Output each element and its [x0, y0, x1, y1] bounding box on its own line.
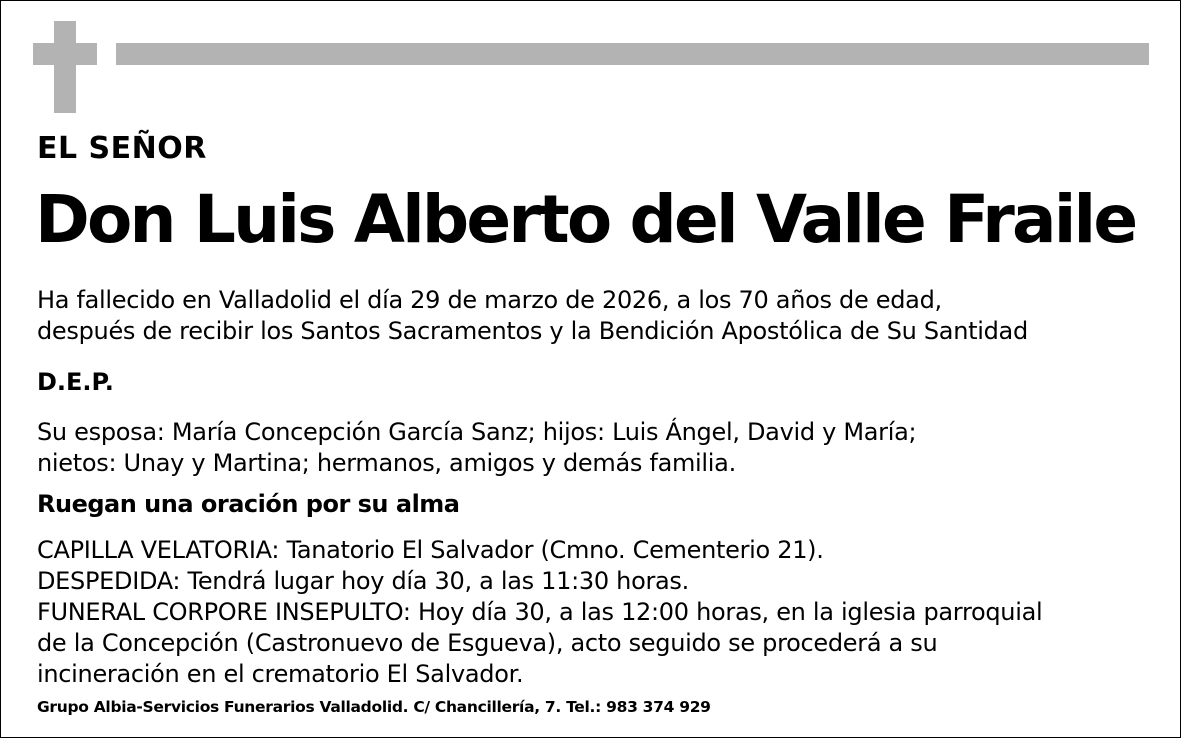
- service-line: incineración en el crematorio El Salvador.: [37, 660, 524, 688]
- header-rule: [116, 43, 1149, 65]
- death-notice-line: Ha fallecido en Valladolid el día 29 de marzo de 2026, a los 70 años de edad,: [37, 286, 942, 314]
- death-notice-line: después de recibir los Santos Sacramentos y la Bendición Apostólica de Su Santidad: [37, 317, 1028, 345]
- funeral-home-footer: Grupo Albia-Servicios Funerarios Valladolid. C/ Chancillería, 7. Tel.: 983 374 929: [37, 698, 711, 716]
- death-notice: [37, 285, 1028, 347]
- cross-icon: [33, 21, 97, 113]
- prayer-request: Ruegan una oración por su alma: [37, 490, 460, 518]
- service-details: [37, 535, 1042, 690]
- rip-abbreviation: D.E.P.: [37, 368, 114, 396]
- deceased-name: Don Luis Alberto del Valle Fraile: [35, 181, 1136, 258]
- family-list: [37, 417, 916, 479]
- service-line: de la Concepción (Castronuevo de Esgueva), acto seguido se procederá a su: [37, 629, 938, 657]
- family-line: Su esposa: María Concepción García Sanz; hijos: Luis Ángel, David y María;: [37, 418, 917, 446]
- service-line: DESPEDIDA: Tendrá lugar hoy día 30, a las 11:30 horas.: [37, 567, 689, 595]
- family-line: nietos: Unay y Martina; hermanos, amigos y demás familia.: [37, 449, 736, 477]
- honorific: EL SEÑOR: [37, 131, 207, 166]
- service-line: CAPILLA VELATORIA: Tanatorio El Salvador (Cmno. Cementerio 21).: [37, 536, 824, 564]
- service-line: FUNERAL CORPORE INSEPULTO: Hoy día 30, a las 12:00 horas, en la iglesia parroquial: [37, 598, 1043, 626]
